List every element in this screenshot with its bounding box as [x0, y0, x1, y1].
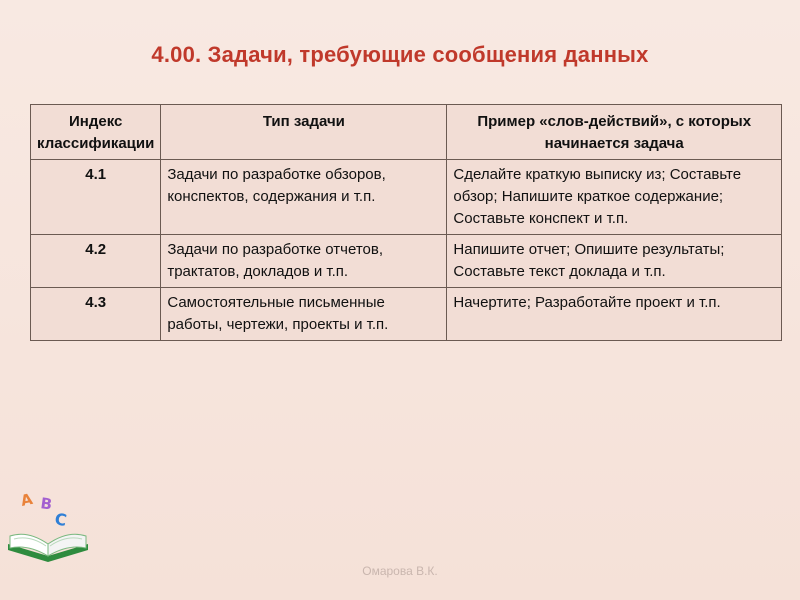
svg-text:B: B [39, 494, 54, 514]
abc-book-icon [2, 486, 94, 566]
header-type-label: Тип задачи [262, 113, 345, 130]
table-row [31, 288, 782, 341]
header-index [31, 105, 161, 160]
task-table [30, 104, 782, 341]
row-example: Напишите отчет; Опишите результаты; Составьте текст доклада и т.п. [447, 235, 782, 288]
header-type [161, 105, 447, 160]
row-index: 4.1 [31, 160, 161, 235]
row-index: 4.3 [31, 288, 161, 341]
row-example: Начертите; Разработайте проект и т.п. [447, 288, 782, 341]
row-type: Задачи по разработке отчетов, трактатов, докладов и т.п. [161, 235, 447, 288]
svg-text:C: C [53, 509, 69, 530]
slide-title: 4.00. Задачи, требующие сообщения данных [151, 42, 649, 67]
header-index-label: Индекс классификации [37, 113, 155, 152]
table-row [31, 160, 782, 235]
table-row [31, 235, 782, 288]
row-example: Сделайте краткую выписку из; Составьте обзор; Напишите краткое содержание; Составьте конспект и т.п. [447, 160, 782, 235]
header-example [447, 105, 782, 160]
svg-text:A: A [19, 489, 35, 510]
footer-author: Омарова В.К. [362, 564, 438, 578]
header-example-label: Пример «слов-действий», с которых начинается задача [477, 113, 752, 152]
row-index: 4.2 [31, 235, 161, 288]
row-type: Самостоятельные письменные работы, чертежи, проекты и т.п. [161, 288, 447, 341]
table-header-row [31, 105, 782, 160]
row-type: Задачи по разработке обзоров, конспектов, содержания и т.п. [161, 160, 447, 235]
